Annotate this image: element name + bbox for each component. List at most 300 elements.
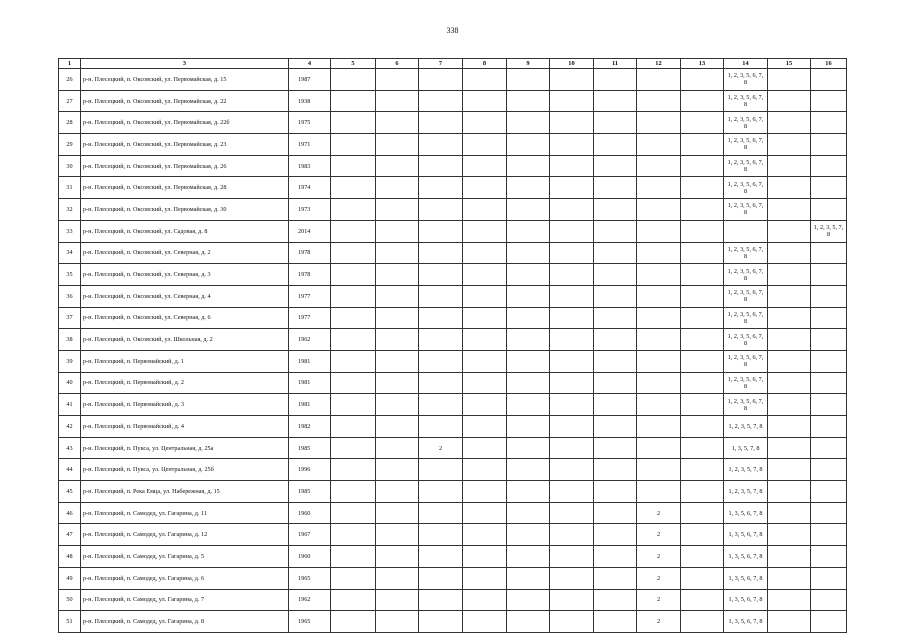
col-14-cell: 1, 2, 3, 5, 6, 7, 8 — [724, 329, 768, 351]
col-15-cell — [768, 134, 811, 156]
col-16-cell — [811, 394, 847, 416]
col-6-cell — [376, 589, 419, 611]
col-13-cell — [681, 177, 724, 199]
address-cell: р-н. Плесецкий, п. Оксовский, ул. Первомайская, д. 26 — [81, 155, 289, 177]
col-6-cell — [376, 524, 419, 546]
table-header-row — [59, 59, 847, 69]
col-14-cell: 1, 2, 3, 5, 6, 7, 8 — [724, 155, 768, 177]
col-10-cell — [550, 502, 594, 524]
col-16-cell — [811, 155, 847, 177]
col-7-cell — [419, 112, 463, 134]
col-5-cell — [331, 329, 376, 351]
data-table — [58, 58, 847, 633]
table-row — [59, 394, 847, 416]
row-number-cell: 29 — [59, 134, 81, 156]
col-13-cell — [681, 394, 724, 416]
col-10-cell — [550, 394, 594, 416]
year-cell: 1978 — [289, 264, 331, 286]
col-8-cell — [463, 90, 507, 112]
col-7-cell — [419, 481, 463, 503]
col-13-cell — [681, 502, 724, 524]
col-13-cell — [681, 589, 724, 611]
col-14-cell: 1, 2, 3, 5, 6, 7, 8 — [724, 242, 768, 264]
col-14-cell: 1, 2, 3, 5, 6, 7, 8 — [724, 372, 768, 394]
col-14-cell: 1, 3, 5, 6, 7, 8 — [724, 611, 768, 633]
year-cell: 1962 — [289, 589, 331, 611]
row-number-cell: 37 — [59, 307, 81, 329]
col-5-cell — [331, 524, 376, 546]
col-7-cell — [419, 134, 463, 156]
col-10-cell — [550, 611, 594, 633]
col-5-cell — [331, 437, 376, 459]
col-9-cell — [507, 589, 550, 611]
col-15-cell — [768, 350, 811, 372]
row-number-cell: 43 — [59, 437, 81, 459]
table-row — [59, 546, 847, 568]
col-7-cell — [419, 220, 463, 242]
table-row — [59, 459, 847, 481]
col-16-cell — [811, 589, 847, 611]
col-11-cell — [594, 199, 637, 221]
col-15-cell — [768, 567, 811, 589]
col-14-cell: 1, 3, 5, 6, 7, 8 — [724, 524, 768, 546]
col-13-cell — [681, 372, 724, 394]
table-row — [59, 416, 847, 438]
col-11-cell — [594, 155, 637, 177]
col-13-cell — [681, 112, 724, 134]
col-15-cell — [768, 112, 811, 134]
col-5-cell — [331, 199, 376, 221]
col-9-cell — [507, 502, 550, 524]
col-8-cell — [463, 220, 507, 242]
col-5-cell — [331, 69, 376, 91]
col-12-cell — [637, 350, 681, 372]
col-12-cell: 2 — [637, 611, 681, 633]
column-header-10: 10 — [550, 59, 594, 69]
col-14-cell: 1, 3, 5, 6, 7, 8 — [724, 567, 768, 589]
col-6-cell — [376, 437, 419, 459]
address-cell: р-н. Плесецкий, п. Оксовский, ул. Садовая, д. 8 — [81, 220, 289, 242]
table-row — [59, 199, 847, 221]
col-10-cell — [550, 481, 594, 503]
col-6-cell — [376, 134, 419, 156]
col-11-cell — [594, 69, 637, 91]
col-15-cell — [768, 481, 811, 503]
col-13-cell — [681, 264, 724, 286]
col-7-cell — [419, 372, 463, 394]
col-15-cell — [768, 372, 811, 394]
table-row — [59, 177, 847, 199]
col-9-cell — [507, 285, 550, 307]
col-13-cell — [681, 459, 724, 481]
row-number-cell: 30 — [59, 155, 81, 177]
col-14-cell: 1, 3, 5, 6, 7, 8 — [724, 589, 768, 611]
col-7-cell — [419, 459, 463, 481]
col-6-cell — [376, 90, 419, 112]
col-10-cell — [550, 350, 594, 372]
col-16-cell — [811, 350, 847, 372]
table-row — [59, 329, 847, 351]
year-cell: 1977 — [289, 307, 331, 329]
col-9-cell — [507, 437, 550, 459]
col-7-cell — [419, 69, 463, 91]
col-9-cell — [507, 264, 550, 286]
row-number-cell: 32 — [59, 199, 81, 221]
address-cell: р-н. Плесецкий, п. Самодед, ул. Гагарина, д. 8 — [81, 611, 289, 633]
row-number-cell: 48 — [59, 546, 81, 568]
col-6-cell — [376, 69, 419, 91]
col-16-cell — [811, 177, 847, 199]
col-16-cell — [811, 264, 847, 286]
year-cell: 1971 — [289, 134, 331, 156]
col-13-cell — [681, 69, 724, 91]
address-cell: р-н. Плесецкий, п. Оксовский, ул. Первомайская, д. 28 — [81, 177, 289, 199]
col-7-cell — [419, 524, 463, 546]
col-15-cell — [768, 524, 811, 546]
column-header-7: 7 — [419, 59, 463, 69]
col-15-cell — [768, 177, 811, 199]
col-7-cell — [419, 285, 463, 307]
col-11-cell — [594, 90, 637, 112]
row-number-cell: 44 — [59, 459, 81, 481]
col-16-cell — [811, 502, 847, 524]
col-5-cell — [331, 372, 376, 394]
col-16-cell — [811, 546, 847, 568]
column-header-9: 9 — [507, 59, 550, 69]
col-6-cell — [376, 199, 419, 221]
table-row — [59, 69, 847, 91]
col-8-cell — [463, 155, 507, 177]
col-11-cell — [594, 112, 637, 134]
col-11-cell — [594, 285, 637, 307]
col-12-cell: 2 — [637, 546, 681, 568]
table-body — [59, 69, 847, 633]
col-8-cell — [463, 459, 507, 481]
column-header-1: 1 — [59, 59, 81, 69]
col-10-cell — [550, 220, 594, 242]
row-number-cell: 26 — [59, 69, 81, 91]
col-9-cell — [507, 242, 550, 264]
col-6-cell — [376, 350, 419, 372]
year-cell: 1985 — [289, 437, 331, 459]
column-header-11: 11 — [594, 59, 637, 69]
col-16-cell — [811, 611, 847, 633]
address-cell: р-н. Плесецкий, п. Самодед, ул. Гагарина, д. 6 — [81, 567, 289, 589]
col-8-cell — [463, 242, 507, 264]
col-15-cell — [768, 329, 811, 351]
col-5-cell — [331, 220, 376, 242]
col-15-cell — [768, 546, 811, 568]
col-10-cell — [550, 264, 594, 286]
year-cell: 1982 — [289, 416, 331, 438]
col-8-cell — [463, 134, 507, 156]
col-9-cell — [507, 481, 550, 503]
col-5-cell — [331, 546, 376, 568]
col-15-cell — [768, 220, 811, 242]
col-12-cell — [637, 459, 681, 481]
col-15-cell — [768, 90, 811, 112]
row-number-cell: 42 — [59, 416, 81, 438]
table-row — [59, 242, 847, 264]
col-12-cell — [637, 242, 681, 264]
column-header-13: 13 — [681, 59, 724, 69]
year-cell: 1974 — [289, 177, 331, 199]
col-14-cell: 1, 2, 3, 5, 6, 7, 8 — [724, 307, 768, 329]
col-11-cell — [594, 416, 637, 438]
row-number-cell: 31 — [59, 177, 81, 199]
col-7-cell: 2 — [419, 437, 463, 459]
col-7-cell — [419, 199, 463, 221]
col-10-cell — [550, 567, 594, 589]
col-13-cell — [681, 199, 724, 221]
col-9-cell — [507, 394, 550, 416]
col-12-cell: 2 — [637, 567, 681, 589]
col-8-cell — [463, 611, 507, 633]
col-14-cell: 1, 2, 3, 5, 6, 7, 8 — [724, 90, 768, 112]
row-number-cell: 49 — [59, 567, 81, 589]
table-row — [59, 264, 847, 286]
col-8-cell — [463, 589, 507, 611]
col-5-cell — [331, 307, 376, 329]
col-8-cell — [463, 264, 507, 286]
col-6-cell — [376, 329, 419, 351]
col-13-cell — [681, 524, 724, 546]
address-cell: р-н. Плесецкий, п. Самодед, ул. Гагарина, д. 5 — [81, 546, 289, 568]
year-cell: 1975 — [289, 112, 331, 134]
address-cell: р-н. Плесецкий, п. Оксовский, ул. Северная, д. 4 — [81, 285, 289, 307]
row-number-cell: 51 — [59, 611, 81, 633]
col-9-cell — [507, 69, 550, 91]
col-16-cell — [811, 567, 847, 589]
col-8-cell — [463, 394, 507, 416]
col-10-cell — [550, 134, 594, 156]
col-10-cell — [550, 329, 594, 351]
col-7-cell — [419, 416, 463, 438]
col-8-cell — [463, 177, 507, 199]
col-10-cell — [550, 177, 594, 199]
col-14-cell: 1, 2, 3, 5, 7, 8 — [724, 481, 768, 503]
year-cell: 2014 — [289, 220, 331, 242]
col-10-cell — [550, 546, 594, 568]
row-number-cell: 33 — [59, 220, 81, 242]
table-row — [59, 134, 847, 156]
col-7-cell — [419, 394, 463, 416]
year-cell: 1981 — [289, 394, 331, 416]
col-13-cell — [681, 329, 724, 351]
row-number-cell: 47 — [59, 524, 81, 546]
column-header-8: 8 — [463, 59, 507, 69]
year-cell: 1977 — [289, 285, 331, 307]
col-12-cell — [637, 307, 681, 329]
col-6-cell — [376, 220, 419, 242]
col-13-cell — [681, 242, 724, 264]
col-16-cell: 1, 2, 3, 5, 7, 8 — [811, 220, 847, 242]
col-5-cell — [331, 394, 376, 416]
row-number-cell: 40 — [59, 372, 81, 394]
col-11-cell — [594, 394, 637, 416]
year-cell: 1983 — [289, 155, 331, 177]
row-number-cell: 27 — [59, 90, 81, 112]
col-12-cell — [637, 134, 681, 156]
row-number-cell: 41 — [59, 394, 81, 416]
col-8-cell — [463, 567, 507, 589]
address-cell: р-н. Плесецкий, п. Пукса, ул. Центральная, д. 25а — [81, 437, 289, 459]
col-15-cell — [768, 589, 811, 611]
col-16-cell — [811, 134, 847, 156]
row-number-cell: 36 — [59, 285, 81, 307]
table-row — [59, 112, 847, 134]
row-number-cell: 39 — [59, 350, 81, 372]
col-10-cell — [550, 524, 594, 546]
col-9-cell — [507, 611, 550, 633]
col-11-cell — [594, 502, 637, 524]
col-11-cell — [594, 307, 637, 329]
col-14-cell: 1, 2, 3, 5, 6, 7, 8 — [724, 134, 768, 156]
col-16-cell — [811, 90, 847, 112]
col-7-cell — [419, 242, 463, 264]
col-16-cell — [811, 199, 847, 221]
address-cell: р-н. Плесецкий, п. Река Емца, ул. Набережная, д. 15 — [81, 481, 289, 503]
address-cell: р-н. Плесецкий, п. Оксовский, ул. Первомайская, д. 22б — [81, 112, 289, 134]
year-cell: 1960 — [289, 546, 331, 568]
column-header-16: 16 — [811, 59, 847, 69]
col-11-cell — [594, 524, 637, 546]
year-cell: 1978 — [289, 242, 331, 264]
col-8-cell — [463, 285, 507, 307]
col-11-cell — [594, 459, 637, 481]
col-10-cell — [550, 285, 594, 307]
row-number-cell: 28 — [59, 112, 81, 134]
col-16-cell — [811, 69, 847, 91]
address-cell: р-н. Плесецкий, п. Оксовский, ул. Первомайская, д. 23 — [81, 134, 289, 156]
col-14-cell: 1, 2, 3, 5, 6, 7, 8 — [724, 350, 768, 372]
col-15-cell — [768, 69, 811, 91]
col-10-cell — [550, 416, 594, 438]
col-14-cell: 1, 3, 5, 6, 7, 8 — [724, 546, 768, 568]
year-cell: 1965 — [289, 611, 331, 633]
col-6-cell — [376, 502, 419, 524]
address-cell: р-н. Плесецкий, п. Самодед, ул. Гагарина, д. 7 — [81, 589, 289, 611]
col-6-cell — [376, 155, 419, 177]
col-12-cell: 2 — [637, 502, 681, 524]
col-11-cell — [594, 329, 637, 351]
col-13-cell — [681, 134, 724, 156]
year-cell: 1965 — [289, 567, 331, 589]
address-cell: р-н. Плесецкий, п. Первомайский, д. 4 — [81, 416, 289, 438]
col-15-cell — [768, 502, 811, 524]
col-10-cell — [550, 307, 594, 329]
col-8-cell — [463, 199, 507, 221]
col-16-cell — [811, 481, 847, 503]
col-11-cell — [594, 437, 637, 459]
col-13-cell — [681, 90, 724, 112]
col-10-cell — [550, 112, 594, 134]
address-cell: р-н. Плесецкий, п. Оксовский, ул. Первомайская, д. 15 — [81, 69, 289, 91]
col-6-cell — [376, 112, 419, 134]
col-8-cell — [463, 307, 507, 329]
address-cell: р-н. Плесецкий, п. Оксовский, ул. Северная, д. 2 — [81, 242, 289, 264]
col-11-cell — [594, 481, 637, 503]
col-7-cell — [419, 90, 463, 112]
col-5-cell — [331, 134, 376, 156]
row-number-cell: 50 — [59, 589, 81, 611]
col-15-cell — [768, 264, 811, 286]
col-11-cell — [594, 242, 637, 264]
col-8-cell — [463, 69, 507, 91]
col-16-cell — [811, 372, 847, 394]
col-5-cell — [331, 567, 376, 589]
col-10-cell — [550, 199, 594, 221]
col-5-cell — [331, 112, 376, 134]
col-5-cell — [331, 416, 376, 438]
col-11-cell — [594, 589, 637, 611]
col-9-cell — [507, 350, 550, 372]
col-15-cell — [768, 242, 811, 264]
column-header-5: 5 — [331, 59, 376, 69]
year-cell: 1967 — [289, 524, 331, 546]
col-5-cell — [331, 242, 376, 264]
col-11-cell — [594, 567, 637, 589]
col-15-cell — [768, 611, 811, 633]
col-5-cell — [331, 350, 376, 372]
table-row — [59, 220, 847, 242]
table-row — [59, 567, 847, 589]
col-16-cell — [811, 437, 847, 459]
col-16-cell — [811, 524, 847, 546]
col-14-cell: 1, 2, 3, 5, 7, 8 — [724, 416, 768, 438]
col-11-cell — [594, 134, 637, 156]
address-cell: р-н. Плесецкий, п. Оксовский, ул. Первомайская, д. 22 — [81, 90, 289, 112]
table-row — [59, 285, 847, 307]
col-12-cell — [637, 481, 681, 503]
col-13-cell — [681, 611, 724, 633]
year-cell: 1973 — [289, 199, 331, 221]
col-16-cell — [811, 112, 847, 134]
table-row — [59, 502, 847, 524]
col-10-cell — [550, 372, 594, 394]
col-16-cell — [811, 459, 847, 481]
col-9-cell — [507, 90, 550, 112]
col-12-cell — [637, 90, 681, 112]
col-6-cell — [376, 481, 419, 503]
address-cell: р-н. Плесецкий, п. Самодед, ул. Гагарина, д. 12 — [81, 524, 289, 546]
row-number-cell: 46 — [59, 502, 81, 524]
col-6-cell — [376, 242, 419, 264]
col-9-cell — [507, 416, 550, 438]
col-12-cell: 2 — [637, 589, 681, 611]
address-cell: р-н. Плесецкий, п. Оксовский, ул. Школьная, д. 2 — [81, 329, 289, 351]
col-7-cell — [419, 155, 463, 177]
page-number: 338 — [446, 26, 459, 35]
col-12-cell — [637, 394, 681, 416]
col-7-cell — [419, 502, 463, 524]
column-header-6: 6 — [376, 59, 419, 69]
col-14-cell: 1, 2, 3, 5, 6, 7, 8 — [724, 112, 768, 134]
col-10-cell — [550, 437, 594, 459]
table-row — [59, 90, 847, 112]
col-6-cell — [376, 177, 419, 199]
col-6-cell — [376, 264, 419, 286]
col-5-cell — [331, 611, 376, 633]
col-12-cell — [637, 112, 681, 134]
col-9-cell — [507, 524, 550, 546]
col-15-cell — [768, 155, 811, 177]
year-cell: 1981 — [289, 350, 331, 372]
address-cell: р-н. Плесецкий, п. Оксовский, ул. Северная, д. 3 — [81, 264, 289, 286]
row-number-cell: 35 — [59, 264, 81, 286]
col-5-cell — [331, 589, 376, 611]
address-cell: р-н. Плесецкий, п. Первомайский, д. 3 — [81, 394, 289, 416]
